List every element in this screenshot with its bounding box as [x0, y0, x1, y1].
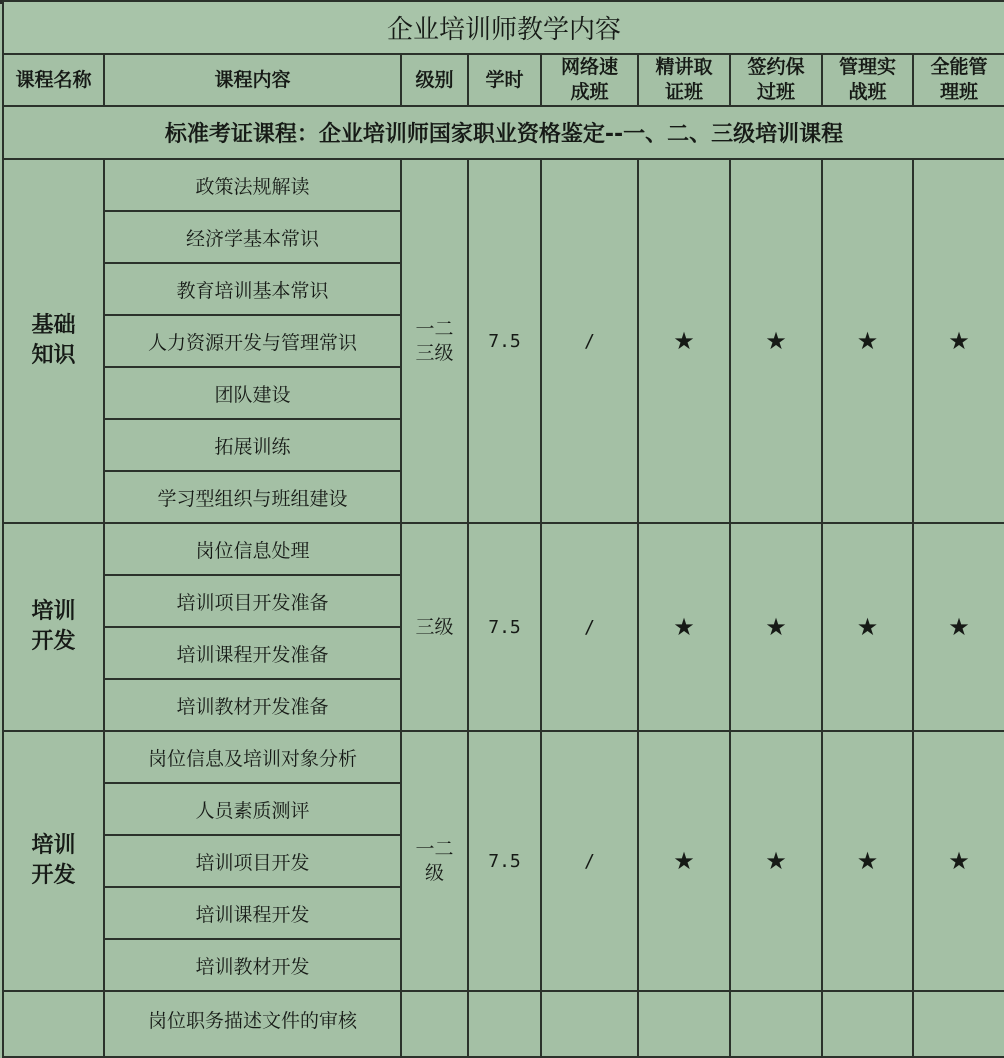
header-cell-text: 精讲取证班 [655, 56, 713, 103]
guaranteed-pass-class-mark: ★ [730, 159, 822, 523]
course-content-item: 岗位信息及培训对象分析 [104, 731, 401, 783]
intensive-cert-class-mark: ★ [638, 731, 730, 991]
course-content-item: 教育培训基本常识 [104, 263, 401, 315]
course-name [3, 159, 104, 523]
table-row [3, 731, 1004, 783]
header-cell: 课程名称 [3, 54, 104, 106]
course-content-item: 培训课程开发 [104, 887, 401, 939]
header-cell [822, 54, 913, 106]
all-round-management-class-mark [913, 991, 1004, 1057]
online-crash-course-mark: / [541, 731, 638, 991]
table-title: 企业培训师教学内容 [3, 1, 1004, 54]
header-cell [541, 54, 638, 106]
guaranteed-pass-class-mark: ★ [730, 731, 822, 991]
hours-cell: 7.5 [468, 523, 541, 731]
level-cell-text: 一二三级 [415, 318, 454, 364]
course-content-item: 培训课程开发准备 [104, 627, 401, 679]
course-content-item: 培训教材开发 [104, 939, 401, 991]
level-cell [401, 523, 468, 731]
course-content-item: 岗位信息处理 [104, 523, 401, 575]
course-content-item: 学习型组织与班组建设 [104, 471, 401, 523]
level-cell [401, 159, 468, 523]
all-round-management-class-mark: ★ [913, 159, 1004, 523]
table-row [3, 991, 1004, 1057]
level-cell-text: 一二级 [415, 838, 454, 884]
header-cell [913, 54, 1004, 106]
section-heading: 标准考证课程：企业培训师国家职业资格鉴定--一、二、三级培训课程 [3, 106, 1004, 159]
intensive-cert-class-mark: ★ [638, 159, 730, 523]
header-cell-text: 管理实战班 [838, 56, 896, 103]
course-content-item: 拓展训练 [104, 419, 401, 471]
management-practice-class-mark: ★ [822, 159, 913, 523]
course-name [3, 731, 104, 991]
header-cell [730, 54, 822, 106]
course-name-text: 基础知识 [31, 313, 76, 368]
course-content-item: 团队建设 [104, 367, 401, 419]
level-cell-text: 三级 [415, 616, 454, 638]
header-cell: 学时 [468, 54, 541, 106]
header-cell-text: 网络速成班 [560, 56, 618, 103]
all-round-management-class-mark: ★ [913, 523, 1004, 731]
online-crash-course-mark [541, 991, 638, 1057]
online-crash-course-mark: / [541, 159, 638, 523]
course-content-item: 培训教材开发准备 [104, 679, 401, 731]
hours-cell: 7.5 [468, 731, 541, 991]
guaranteed-pass-class-mark: ★ [730, 523, 822, 731]
course-content-item: 人员素质测评 [104, 783, 401, 835]
header-cell-text: 签约保过班 [747, 56, 805, 103]
management-practice-class-mark: ★ [822, 731, 913, 991]
all-round-management-class-mark: ★ [913, 731, 1004, 991]
hours-cell: 7.5 [468, 159, 541, 523]
header-cell: 课程内容 [104, 54, 401, 106]
course-content-item: 岗位职务描述文件的审核 [104, 991, 401, 1057]
course-content-item: 经济学基本常识 [104, 211, 401, 263]
course-name-text: 培训开发 [31, 599, 76, 654]
course-content-item: 政策法规解读 [104, 159, 401, 211]
management-practice-class-mark [822, 991, 913, 1057]
course-content-item: 培训项目开发 [104, 835, 401, 887]
course-name-text: 培训开发 [31, 833, 76, 888]
level-cell [401, 731, 468, 991]
course-name [3, 523, 104, 731]
level-cell [401, 991, 468, 1057]
course-table [2, 0, 1004, 1058]
hours-cell [468, 991, 541, 1057]
table-row [3, 159, 1004, 211]
header-row [3, 54, 1004, 106]
course-content-item: 培训项目开发准备 [104, 575, 401, 627]
management-practice-class-mark: ★ [822, 523, 913, 731]
header-cell-text: 全能管理班 [930, 56, 988, 103]
header-cell: 级别 [401, 54, 468, 106]
guaranteed-pass-class-mark [730, 991, 822, 1057]
header-cell [638, 54, 730, 106]
intensive-cert-class-mark [638, 991, 730, 1057]
course-content-item: 人力资源开发与管理常识 [104, 315, 401, 367]
table-row [3, 523, 1004, 575]
online-crash-course-mark: / [541, 523, 638, 731]
intensive-cert-class-mark: ★ [638, 523, 730, 731]
course-name [3, 991, 104, 1057]
